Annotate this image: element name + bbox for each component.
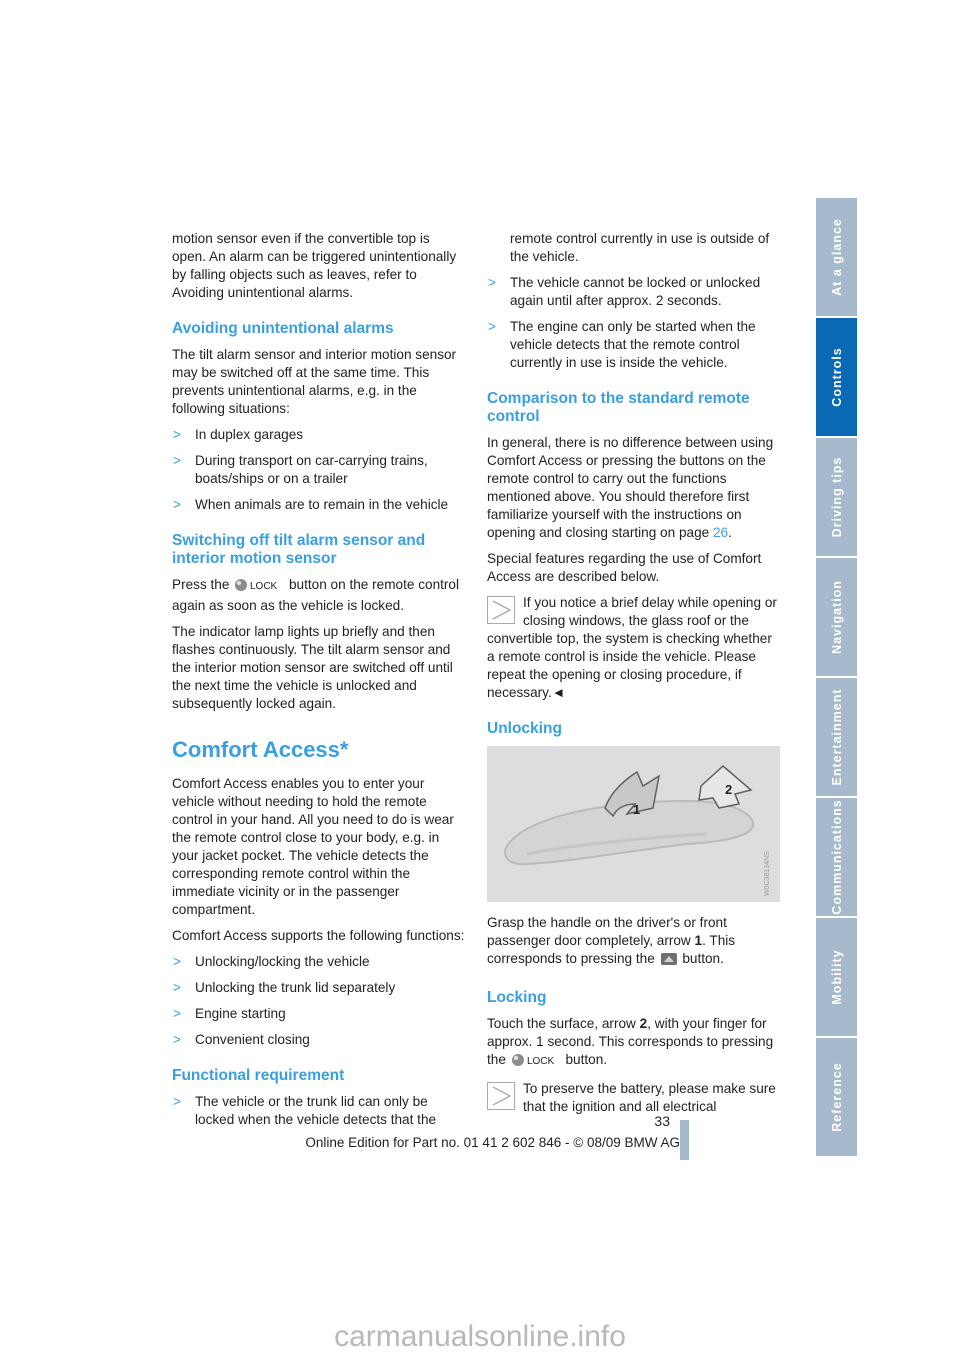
list-item: > Engine starting: [173, 1006, 286, 1021]
grasp-paragraph: Grasp the handle on the driver's or front passenger door completely, arrow 1. This corresponds to pressing the button.: [487, 914, 780, 971]
lock-key-icon: [234, 578, 284, 597]
svg-text:LOCK: LOCK: [250, 581, 278, 592]
tab-at-a-glance[interactable]: At a glance: [816, 198, 857, 316]
comfort-paragraph: Comfort Access enables you to enter your vehicle without needing to hold the remote control in your hand. All you need to do is wear the remote control close to your body, e.g. in your jacket pocket. The vehicle detects the corresponding remote control within the immediate vicinity or in the passenger compartment.: [172, 776, 454, 917]
comparison-paragraph: In general, there is no difference between using Comfort Access or pressing the buttons on the remote control to carry out the functions mentioned above. You should therefore first familiarize yourself with the instructions on opening and closing starting on page 26.: [487, 435, 774, 540]
svg-text:LOCK: LOCK: [526, 1056, 554, 1067]
left-column: [172, 230, 465, 1137]
list-item: > When animals are to remain in the vehicle: [173, 497, 449, 512]
watermark: carmanualsonline.info: [334, 1320, 626, 1353]
tab-reference[interactable]: Reference: [816, 1038, 857, 1156]
tab-controls[interactable]: Controls: [816, 318, 857, 436]
intro-paragraph: motion sensor even if the convertible top is open. An alarm can be triggered unintentionally by falling objects such as leaves, refer to Avoiding unintentional alarms.: [172, 231, 457, 300]
switch-paragraph: Press the LOCK button on the remote control again as soon as the vehicle is locked.: [172, 577, 460, 613]
note-battery: To preserve the battery, please make sure that the ignition and all electrical: [487, 1080, 780, 1116]
door-handle-figure: [487, 746, 780, 902]
list-item: > During transport on car-carrying trains, boats/ships or on a trailer: [173, 453, 428, 486]
arrow-label-2: 2: [725, 782, 733, 797]
list-item: > The vehicle cannot be locked or unlocked again until after approx. 2 seconds.: [488, 275, 761, 308]
heading-avoiding-alarms: Avoiding unintentional alarms: [172, 320, 394, 337]
footer-edition-text: Online Edition for Part no. 01 41 2 602 846 - © 08/09 BMW AG: [305, 1135, 680, 1150]
bullet-arrow-icon: >: [173, 980, 181, 995]
tab-navigation[interactable]: Navigation: [816, 558, 857, 676]
note-triangle-icon: [487, 1082, 515, 1110]
bullet-arrow-icon: >: [173, 1032, 181, 1047]
heading-locking: Locking: [487, 989, 547, 1006]
page-number: 33: [654, 1113, 670, 1129]
figure-code: W0C38134NS: [764, 851, 771, 896]
tab-driving-tips[interactable]: Driving tips: [816, 438, 857, 556]
list-item: > Unlocking/locking the vehicle: [173, 954, 370, 969]
heading-unlocking: Unlocking: [487, 720, 562, 737]
page-number-bar: [680, 1120, 689, 1160]
bullet-arrow-icon: >: [488, 275, 496, 290]
tab-communications[interactable]: Communications: [816, 798, 857, 916]
bullet-arrow-icon: >: [173, 1006, 181, 1021]
bullet-arrow-icon: >: [173, 427, 181, 442]
note-delay: If you notice a brief delay while opening or closing windows, the glass roof or the convertible top, the system is checking whether a remote control is inside the vehicle. Please repeat the opening or closing procedure, if necessary.◄: [487, 595, 777, 700]
avoiding-paragraph: The tilt alarm sensor and interior motion sensor may be switched off at the same time. This prevents unintentional alarms, e.g. in the following situations:: [172, 347, 457, 416]
heading-switching-off: Switching off tilt alarm sensor and interior motion sensor: [172, 532, 426, 567]
bullet-arrow-icon: >: [173, 954, 181, 969]
list-item: > The engine can only be started when the vehicle detects that the remote control currently in use is inside the vehicle.: [488, 319, 756, 370]
arrow-label-1: 1: [633, 802, 641, 817]
bullet-arrow-icon: >: [173, 1094, 181, 1109]
bullet-arrow-icon: >: [488, 319, 496, 334]
list-item-continued: remote control currently in use is outside of the vehicle.: [510, 231, 770, 264]
list-item: > Unlocking the trunk lid separately: [173, 980, 396, 995]
heading-comfort-access: Comfort Access*: [172, 737, 349, 762]
heading-functional-requirement: Functional requirement: [172, 1067, 345, 1084]
list-item: > Convenient closing: [173, 1032, 310, 1047]
comfort-functions-paragraph: Comfort Access supports the following functions:: [172, 928, 465, 943]
note-triangle-icon: [487, 596, 515, 624]
list-item: > In duplex garages: [173, 427, 304, 442]
lock-key-icon: [511, 1053, 561, 1072]
list-item: > The vehicle or the trunk lid can only be locked when the vehicle detects that the: [173, 1094, 437, 1127]
bullet-arrow-icon: >: [173, 497, 181, 512]
middle-column: [487, 230, 780, 1124]
indicator-paragraph: The indicator lamp lights up briefly and then flashes continuously. The tilt alarm sensor and the interior motion sensor are switched off until the next time the vehicle is unlocked and subsequently locked again.: [172, 624, 453, 711]
bullet-arrow-icon: >: [173, 453, 181, 468]
tab-entertainment[interactable]: Entertainment: [816, 678, 857, 796]
chapter-sidebar: [816, 198, 857, 1160]
touch-paragraph: Touch the surface, arrow 2, with your finger for approx. 1 second. This corresponds to pressing the LOCK button.: [487, 1015, 780, 1072]
page-reference-link[interactable]: 26: [712, 525, 729, 540]
heading-comparison: Comparison to the standard remote control: [487, 390, 750, 425]
tab-mobility[interactable]: Mobility: [816, 918, 857, 1036]
special-features-paragraph: Special features regarding the use of Comfort Access are described below.: [487, 551, 762, 584]
unlock-key-icon: [660, 952, 678, 971]
